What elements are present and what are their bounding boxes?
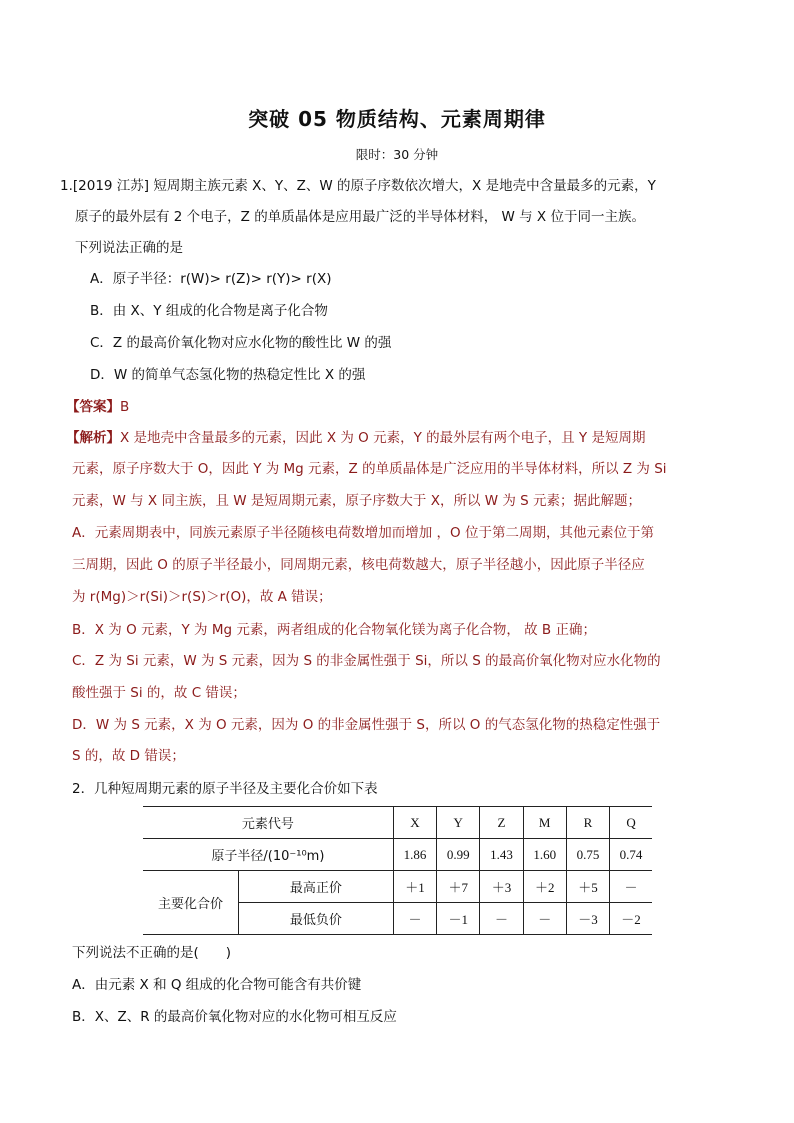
answer-tag: 【答案】 bbox=[66, 399, 120, 415]
q1-analysis-line5: 三周期，因此 O 的原子半径最小，同周期元素，核电荷数越大，原子半径越小，因此原子半径应 bbox=[72, 557, 645, 573]
table-cell: 1.43 bbox=[480, 839, 523, 871]
q1-answer bbox=[66, 397, 129, 417]
q1-analysis-line7: B．X 为 O 元素，Y 为 Mg 元素，两者组成的化合物氧化镁为离子化合物， 故 B 正确； bbox=[72, 622, 596, 638]
q1-stem-line1: 1.[2019 江苏] 短周期主族元素 X、Y、Z、W 的原子序数依次增大，X 是地壳中含量最多的元素，Y bbox=[60, 178, 656, 194]
table-cell: Z bbox=[480, 807, 523, 839]
table-cell: 1.60 bbox=[523, 839, 566, 871]
q1-option-a: A．原子半径：r(W)> r(Z)> r(Y)> r(X) bbox=[90, 271, 332, 287]
table-cell: － bbox=[610, 871, 652, 903]
q1-analysis-line1: 【解析】X 是地壳中含量最多的元素，因此 X 为 O 元素，Y 的最外层有两个电子，且 Y 是短周期 bbox=[66, 430, 646, 446]
table-cell: 0.99 bbox=[437, 839, 480, 871]
q1-analysis-line6: 为 r(Mg)＞r(Si)＞r(S)＞r(O)，故 A 错误； bbox=[72, 589, 332, 605]
q1-analysis-line2: 元素，原子序数大于 O，因此 Y 为 Mg 元素，Z 的单质晶体是广泛应用的半导体材料，所以 Z 为 Si bbox=[72, 461, 667, 477]
valence-label: 主要化合价 bbox=[143, 871, 239, 935]
table-cell: R bbox=[566, 807, 609, 839]
element-data-table bbox=[143, 806, 652, 935]
max-valence-label: 最高正价 bbox=[239, 871, 394, 903]
table-cell: ＋2 bbox=[523, 871, 566, 903]
table-cell: ＋5 bbox=[566, 871, 609, 903]
q2-stem: 2．几种短周期元素的原子半径及主要化合价如下表 bbox=[72, 781, 378, 797]
q1-analysis-line11: S 的，故 D 错误； bbox=[72, 748, 185, 764]
table-cell: ＋1 bbox=[393, 871, 436, 903]
table-cell: － bbox=[393, 903, 436, 935]
table-cell: Y bbox=[437, 807, 480, 839]
table-cell: X bbox=[393, 807, 436, 839]
q1-analysis-line10: D．W 为 S 元素，X 为 O 元素，因为 O 的非金属性强于 S，所以 O 的气态氢化物的热稳定性强于 bbox=[72, 717, 661, 733]
table-row bbox=[143, 871, 652, 903]
q2-option-b: B．X、Z、R 的最高价氧化物对应的水化物可相互反应 bbox=[72, 1009, 397, 1025]
q2-question: 下列说法不正确的是( ) bbox=[72, 945, 232, 961]
min-valence-label: 最低负价 bbox=[239, 903, 394, 935]
q1-analysis-line4: A．元素周期表中，同族元素原子半径随核电荷数增加而增加 ，O 位于第二周期，其他元素位于第 bbox=[72, 525, 654, 541]
q1-analysis-line3: 元素，W 与 X 同主族，且 W 是短周期元素，原子序数大于 X，所以 W 为 S 元素；据此解题； bbox=[72, 493, 642, 509]
q1-option-d: D．W 的简单气态氢化物的热稳定性比 X 的强 bbox=[90, 367, 366, 383]
table-cell: － bbox=[480, 903, 523, 935]
table-cell: M bbox=[523, 807, 566, 839]
table-cell: －1 bbox=[437, 903, 480, 935]
q1-stem-line2: 原子的最外层有 2 个电子，Z 的单质晶体是应用最广泛的半导体材料， W 与 X 位于同一主族。 bbox=[75, 209, 645, 225]
table-cell: 1.86 bbox=[393, 839, 436, 871]
q1-option-b: B．由 X、Y 组成的化合物是离子化合物 bbox=[90, 303, 328, 319]
table-cell: 0.74 bbox=[610, 839, 652, 871]
table-cell: － bbox=[523, 903, 566, 935]
q1-analysis-line8: C．Z 为 Si 元素，W 为 S 元素，因为 S 的非金属性强于 Si，所以 S 的最高价氧化物对应水化物的 bbox=[72, 653, 661, 669]
table-cell: －2 bbox=[610, 903, 652, 935]
answer-value: B bbox=[120, 399, 130, 415]
analysis-tag: 【解析】 bbox=[66, 430, 120, 446]
table-cell: －3 bbox=[566, 903, 609, 935]
page-title: 突破 05 物质结构、元素周期律 bbox=[248, 107, 546, 131]
header-label: 元素代号 bbox=[143, 807, 393, 839]
q1-stem-line3: 下列说法正确的是 bbox=[75, 240, 183, 256]
table-cell: ＋3 bbox=[480, 871, 523, 903]
q2-option-a: A．由元素 X 和 Q 组成的化合物可能含有共价键 bbox=[72, 977, 362, 993]
table-cell: Q bbox=[610, 807, 652, 839]
table-row bbox=[143, 807, 652, 839]
table-cell: ＋7 bbox=[437, 871, 480, 903]
q1-option-c: C．Z 的最高价氧化物对应水化物的酸性比 W 的强 bbox=[90, 335, 392, 351]
table-cell: 0.75 bbox=[566, 839, 609, 871]
time-limit: 限时：30 分钟 bbox=[355, 147, 439, 162]
q1-analysis-line9: 酸性强于 Si 的，故 C 错误； bbox=[72, 685, 246, 701]
table-row bbox=[143, 839, 652, 871]
radius-label: 原子半径/(10⁻¹⁰m) bbox=[143, 839, 393, 871]
